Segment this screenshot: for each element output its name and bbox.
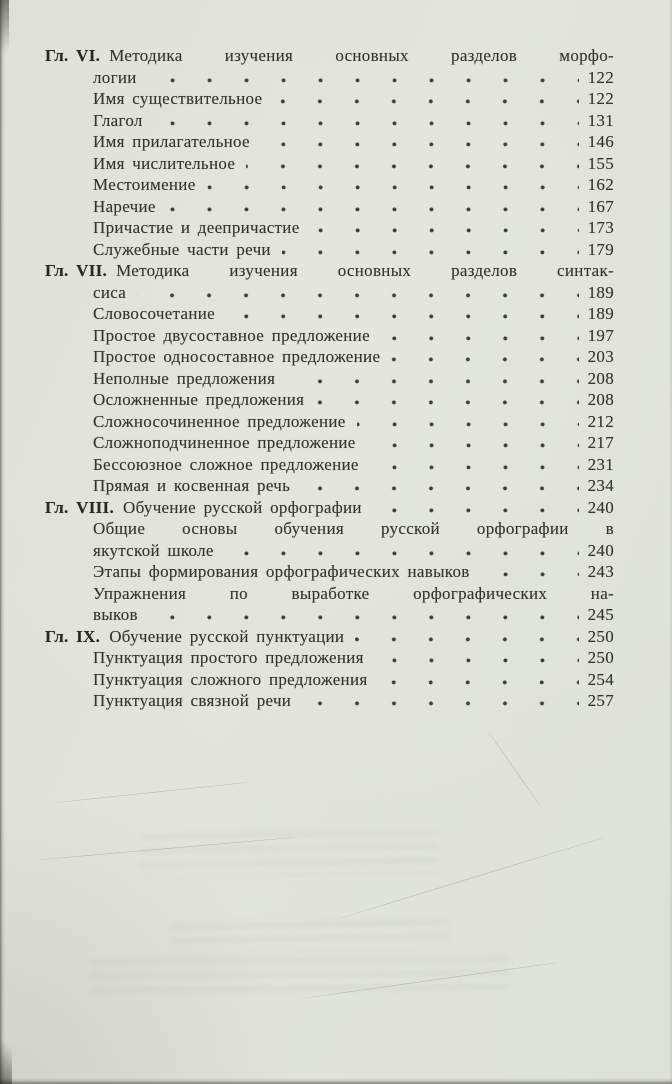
toc-row [45,346,614,368]
toc-row [45,518,614,540]
toc-row [45,67,614,89]
entry-title: логии [93,67,137,87]
chapter-title: Обучение русской орфографии [123,497,362,517]
dot-leader [207,185,579,190]
dot-leader [154,121,579,126]
toc-chapter-row [45,626,614,648]
toc-row [45,647,614,669]
toc-row [45,432,614,454]
entry-title: Словосочетание [93,304,215,323]
page-number: 240 [587,497,614,517]
entry-title: Этапы формирования орфографических навыков [93,562,470,581]
show-through-mark [90,956,510,994]
toc-row [45,239,614,261]
show-through-mark [170,920,450,955]
dot-leader [282,250,579,255]
toc-chapter-row [45,260,614,282]
page-number: 122 [587,67,614,87]
toc-row [45,196,614,218]
scan-corner-bottom-left [0,1028,12,1084]
toc-row [45,454,614,476]
toc-row [45,540,614,562]
toc-row [45,411,614,433]
entry-title: сиса [93,282,127,302]
page-number: 208 [587,390,614,409]
page-number: 250 [587,626,614,646]
dot-leader [167,207,579,212]
entry-title: Простое односоставное предложение [93,347,381,366]
dot-leader [302,701,579,706]
entry-title: Сложноподчиненное предложение [93,433,356,452]
page-number: 189 [587,282,614,302]
toc-row [45,153,614,175]
dot-leader [378,680,579,685]
entry-title: Служебные части речи [93,239,271,259]
page-number: 203 [587,347,614,366]
chapter-title: Методика изучения основных разделов синтак- [116,261,614,280]
dot-leader [149,615,579,620]
page-number: 243 [587,562,614,581]
chapter-title: Методика изучения основных разделов морфо- [109,46,614,65]
dot-leader [355,637,579,642]
entry-title: Неполные предложения [93,368,276,388]
entry-title: Имя прилагательное [93,132,250,151]
scan-edge-left [0,0,5,1084]
entry-title: Глагол [93,110,143,130]
dot-leader [261,142,579,147]
toc-chapter-row [45,45,614,67]
toc-row [45,475,614,497]
entry-title: Сложносочиненное предложение [93,411,346,431]
dot-leader [311,228,579,233]
entry-title: Пунктуация связной речи [93,691,292,710]
chapter-title: Обучение русской пунктуации [109,626,345,646]
page-number: 217 [587,433,614,452]
toc-row [45,325,614,347]
entry-title: Имя числительное [93,153,236,173]
dot-leader [246,164,579,169]
page-number: 146 [587,132,614,151]
toc-row [45,561,614,583]
dot-leader [481,572,579,577]
toc-row [45,669,614,691]
page-number: 254 [587,669,614,689]
dot-leader [148,78,579,83]
entry-title: Наречие [93,196,156,216]
dot-leader [137,293,579,298]
dot-leader [375,658,579,663]
entry-title: Местоимение [93,175,196,194]
chapter-label: Гл. IX. [45,626,101,646]
toc-row [45,604,614,626]
page-number: 197 [587,325,614,345]
entry-title: Причастие и деепричастие [93,218,300,237]
scan-corner-top-left [0,0,9,70]
page-number: 208 [587,368,614,388]
dot-leader [381,336,579,341]
paper-scratch [52,782,251,804]
chapter-label: Гл. VII. [45,261,108,280]
dot-leader [301,486,579,491]
page-number: 155 [587,153,614,173]
page-number: 234 [587,476,614,495]
toc-row [45,131,614,153]
entry-title: Общие основы обучения русской орфографии в [93,519,614,538]
dot-leader [391,357,579,362]
paper-scratch [488,731,543,809]
toc-row [45,389,614,411]
dot-leader [225,551,579,556]
toc-row [45,88,614,110]
toc-row [45,110,614,132]
toc-row [45,174,614,196]
page-number: 250 [587,648,614,667]
toc-row [45,583,614,605]
scan-edge-bottom [0,1078,672,1084]
entry-title: Бессоюзное сложное предложение [93,454,359,474]
entry-title: Имя существительное [93,89,263,108]
page-number: 162 [587,175,614,194]
toc-row [45,690,614,712]
dot-leader [315,400,579,405]
dot-leader [286,379,579,384]
entry-title: якутской школе [93,540,214,560]
entry-title: Пунктуация простого предложения [93,648,364,667]
show-through-mark [140,829,441,878]
toc-row [45,217,614,239]
page-number: 131 [587,110,614,130]
toc-row [45,368,614,390]
entry-title: Прямая и косвенная речь [93,476,291,495]
page-number: 173 [587,218,614,237]
toc-chapter-row [45,497,614,519]
chapter-label: Гл. VIII. [45,497,115,517]
entry-title: Осложненные предложения [93,390,305,409]
dot-leader [367,443,579,448]
page-number: 240 [587,540,614,560]
entry-title: Упражнения по выработке орфографических на- [93,583,614,603]
page-number: 179 [587,239,614,259]
page-number: 122 [587,89,614,108]
page-number: 212 [587,411,614,431]
dot-leader [226,314,579,319]
page-number: 231 [587,454,614,474]
page-number: 257 [587,691,614,710]
page-number: 189 [587,304,614,323]
entry-title: выков [93,605,138,624]
chapter-label: Гл. VI. [45,46,101,65]
page-number: 245 [587,605,614,624]
entry-title: Пунктуация сложного предложения [93,669,368,689]
dot-leader [273,99,579,104]
toc-row [45,282,614,304]
toc-row [45,303,614,325]
entry-title: Простое двусоставное предложение [93,325,370,345]
dot-leader [357,422,579,427]
dot-leader [370,465,579,470]
dot-leader [373,508,579,513]
page-number: 167 [587,196,614,216]
